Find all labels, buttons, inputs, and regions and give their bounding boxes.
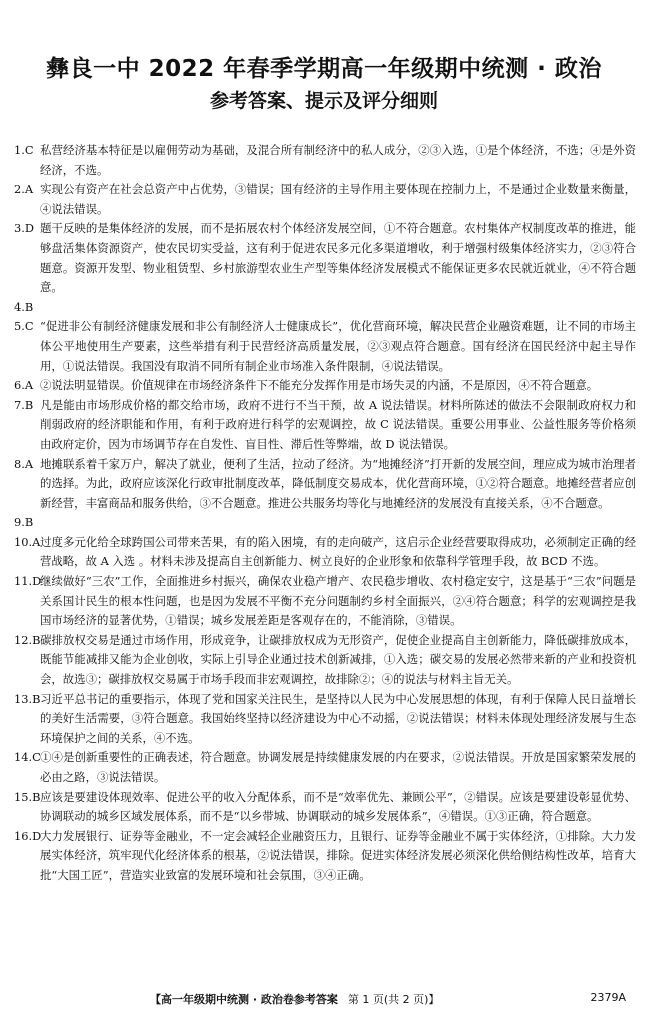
answer-explanation: 题干反映的是集体经济的发展，而不是拓展农村个体经济发展空间，①不符合题意。农村集体产权制度改革的推进，能够盘活集体资源资产，使农民切实受益，这有利于促进农民多元化多渠道增收，利于增强村级集体经济实力，②③符合题意。资源开发型、物业租赁型、乡村旅游型农业生产型等集体经济发展模式不能保证更多农民就近就业，④不符合题意。	[40, 221, 636, 295]
answer-item	[14, 219, 636, 297]
answer-item	[14, 298, 636, 318]
answer-number: 14.C	[14, 750, 41, 765]
footer-exam-label	[150, 991, 439, 1007]
answer-item	[14, 572, 636, 631]
answer-number: 11.D	[14, 574, 42, 589]
answer-number: 9.B	[14, 515, 34, 530]
answer-item	[14, 396, 636, 455]
answer-number: 2.A	[14, 182, 34, 197]
answer-explanation: 碳排放权交易是通过市场作用，形成竞争，让碳排放权成为无形资产，促使企业提高自主创新能力，降低碳排放成本，既能节能减排又能为企业创收，实际上引导企业通过技术创新减排，①入选；碳交易的发展必然带来新的产业和投资机会，故选③；碳排放权交易属于市场手段而非宏观调控，故排除②；④的说法与材料主旨无关。	[40, 632, 636, 687]
answer-explanation: ①④是创新重要性的正确表述，符合题意。协调发展是持续健康发展的内在要求，②说法错误。开放是国家繁荣发展的必由之路，③说法错误。	[40, 750, 636, 784]
answer-number: 4.B	[14, 299, 34, 314]
answer-item	[14, 455, 636, 514]
answer-explanation: 习近平总书记的重要指示，体现了党和国家关注民生，是坚持以人民为中心发展思想的体现，有利于保障人民日益增长的美好生活需要，③符合题意。我国始终坚持以经济建设为中心不动摇，②说法错误；材料未体现处理经济发展与生态环境保护之间的关系，④不选。	[40, 691, 636, 745]
answer-number: 8.A	[14, 456, 34, 471]
answer-item	[14, 513, 636, 533]
answer-item	[14, 827, 636, 886]
page-subtitle: 参考答案、提示及评分细则	[209, 90, 438, 112]
answer-explanation: 实现公有资产在社会总资产中占优势，③错误；国有经济的主导作用主要体现在控制力上，不是通过企业数量来衡量，④说法错误。	[40, 182, 636, 216]
footer-page-number: 第 1 页(共 2 页)】	[347, 993, 440, 1006]
answer-item	[14, 376, 636, 396]
answer-item	[14, 141, 636, 180]
page-title: 彝良一中 2022 年春季学期高一年级期中统测 · 政治	[46, 56, 602, 82]
answer-number: 13.B	[14, 691, 41, 706]
answer-number: 6.A	[14, 378, 34, 393]
answer-number: 15.B	[14, 789, 41, 804]
answer-explanation: ②说法明显错误。价值规律在市场经济条件下不能充分发挥作用是市场失灵的内涵，不是原因，④不符合题意。	[40, 378, 599, 393]
answer-number: 7.B	[14, 397, 34, 412]
footer-title: 【高一年级期中统测 · 政治卷参考答案	[150, 993, 338, 1006]
answer-item	[14, 631, 636, 690]
answer-item	[14, 180, 636, 219]
answer-item	[14, 533, 636, 572]
answer-item	[14, 788, 636, 827]
answer-explanation: “促进非公有制经济健康发展和非公有制经济人士健康成长”，优化营商环境，解决民营企业融资难题，让不同的市场主体公平地使用生产要素，这些举措有利于民营经济高质量发展，②③观点符合题意。国有经济在国民经济中起主导作用，①说法错误。我国没有取消不同所有制企业市场准入条件限制，④说法错误。	[40, 319, 636, 373]
answer-list	[14, 141, 636, 886]
answer-explanation: 应该是要建设体现效率、促进公平的收入分配体系，而不是“效率优先、兼顾公平”，②错误。应该是要建设彰显优势、协调联动的城乡区域发展体系，而不是“以乡带城、协调联动的城乡发展体系”，④错误。①③正确，符合题意。	[40, 789, 636, 824]
answer-item	[14, 690, 636, 749]
answer-item	[14, 317, 636, 376]
answer-item	[14, 748, 636, 787]
answer-explanation: 地摊联系着千家万户，解决了就业，便利了生活，拉动了经济。为“地摊经济”打开新的发展空间，理应成为城市治理者的选择。为此，政府应该深化行政审批制度改革，降低制度交易成本，优化营商环境，①②符合题意。地摊经营者应创新经营，丰富商品和服务供给，③不合题意。推进公共服务均等化与地摊经济的发展没有直接关系，④不合题意。	[40, 456, 636, 510]
answer-number: 12.B	[14, 632, 41, 647]
answer-explanation: 凡是能由市场形成价格的都交给市场，政府不进行不当干预，故 A 说法错误。材料所陈述的做法不会限制政府权力和削弱政府的经济职能和作用，有利于政府进行科学的宏观调控，故 C 说法错误。重要公用事业、公益性服务等价格须由政府定价，因为市场调节存在自发性、盲目性、滞后性等弊端，故 D 说法错误。	[40, 397, 636, 451]
answer-number: 16.D	[14, 828, 42, 843]
footer-code: 2379A	[590, 991, 626, 1004]
answer-number: 3.D	[14, 221, 35, 236]
answer-number: 1.C	[14, 143, 34, 157]
answer-explanation: 大力发展银行、证券等金融业，不一定会减轻企业融资压力，且银行、证券等金融业不属于实体经济，①排除。大力发展实体经济，筑牢现代化经济体系的根基，②说法错误，排除。促进实体经济发展必须深化供给侧结构性改革，培育大批“大国工匠”，营造实业致富的发展环境和社会氛围，③④正确。	[40, 828, 636, 882]
answer-explanation: 私营经济基本特征是以雇佣劳动为基础，及混合所有制经济中的私人成分，②③入选，①是个体经济，不选；④是外资经济，不选。	[40, 143, 636, 177]
answer-explanation: 过度多元化给全球跨国公司带来苦果，有的陷入困境，有的走向破产，这启示企业经营要取得成功，必须制定正确的经营战略，故 A 入选 。材料未涉及提高自主创新能力、树立良好的企业形象和依靠科学管理手段，故 BCD 不选。	[40, 534, 636, 569]
answer-explanation: 继续做好“三农”工作，全面推进乡村振兴，确保农业稳产增产、农民稳步增收、农村稳定安宁，这是基于“三农”问题是关系国计民生的根本性问题，也是因为发展不平衡不充分问题制约乡村全面振兴，②④符合题意；科学的宏观调控是我国市场经济的显著优势，①错误；城乡发展差距是客观存在的，不能消除，③错误。	[40, 574, 636, 628]
answer-number: 5.C	[14, 319, 34, 334]
answer-number: 10.A	[14, 534, 41, 549]
